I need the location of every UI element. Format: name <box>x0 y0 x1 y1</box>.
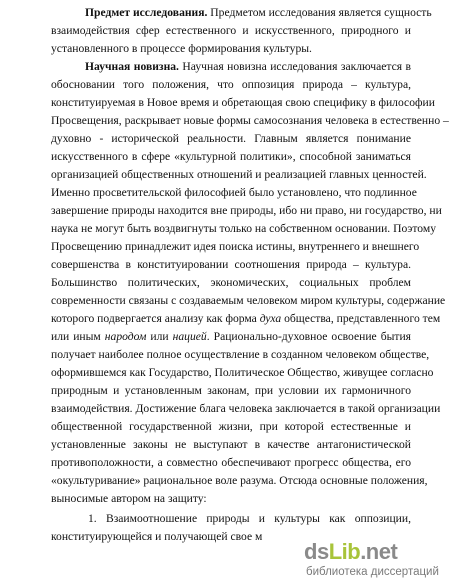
text-line: организацией общественных отношений и реализацией главных ценностей. <box>51 168 427 181</box>
text-line: Просвещению принадлежит идея поиска истины, внутреннего и внешнего <box>51 240 420 253</box>
text-line: или иным народом или нацией. Рационально-духовное освоение бытия <box>51 330 412 343</box>
text-line: взаимодействия. Достижение блага человека заключается в такой организации <box>51 402 441 415</box>
text-line: общественной государственной жизни, при которой естественные и <box>51 420 411 433</box>
dslib-watermark[interactable] <box>302 536 450 582</box>
text-line: которого подвергается анализу как форма духа общества, представленного тем <box>51 312 441 325</box>
text-line: завершение природы находится вне природы, ибо ни право, ни государство, ни <box>51 204 442 217</box>
text-line: современности связаны с создаваемым человеком миром культуры, содержание <box>51 294 446 307</box>
novelty-heading: Научная новизна. <box>85 60 179 73</box>
text-line: получает наиболее полное осуществление в созданном человеком обществе, <box>51 348 430 361</box>
text-line: конституирующейся и получающей свое м <box>51 530 263 543</box>
text-line: установленного в процессе формирования культуры. <box>51 42 312 55</box>
text-line: Именно просветительской философией было установлено, что подлинное <box>51 186 417 199</box>
list-item-1: 1. Взаимоотношение природы и культуры как оппозиции, <box>88 512 411 525</box>
subject-heading: Предмет исследования. <box>85 6 208 19</box>
text-line: оформившемся как Государство, Политическое Общество, живущее согласно <box>51 366 434 379</box>
text-line: Большинство политических, экономических, социальных проблем <box>51 276 411 289</box>
text-line: совершенства в конституировании соотношения природа – культура. <box>51 258 411 271</box>
text-line: наука не могут быть воздвигнуты только на собственном основании. Поэтому <box>51 222 437 235</box>
text-line: конституируемая в Новое время и обретающая свою специфику в философии <box>51 96 435 109</box>
text-line: духовно - исторической реальности. Главным является понимание <box>51 132 411 145</box>
dslib-subtitle: библиотека диссертаций <box>306 566 439 578</box>
text-line: природным и установленным законам, при условии их гармоничного <box>51 384 411 397</box>
text-line: искусственного в сфере «культурной политики», способной заниматься <box>51 150 411 163</box>
text-line: установленные законы не выступают в качестве антагонистической <box>51 438 411 451</box>
paragraph-subject-line: Предмет исследования. Предметом исследования является сущность <box>85 6 432 19</box>
text-line: взаимодействия сфер естественного и искусственного, природного и <box>51 24 411 37</box>
paragraph-novelty-line: Научная новизна. Научная новизна исследования заключается в <box>85 60 411 73</box>
text-line: противоположности, а совместно обеспечивают прогресс общества, его <box>51 456 411 469</box>
text-line: «окультуривание» рациональное воле разума. Отсюда основные положения, <box>51 474 428 487</box>
dslib-logo: dsLib.net <box>304 539 398 564</box>
text-line: выносимые автором на защиту: <box>51 492 207 505</box>
text-line: Просвещения, раскрывает новые формы самосознания человека в естественно – <box>51 114 449 127</box>
text-line: обосновании того положения, что оппозиция природа – культура, <box>51 78 411 91</box>
